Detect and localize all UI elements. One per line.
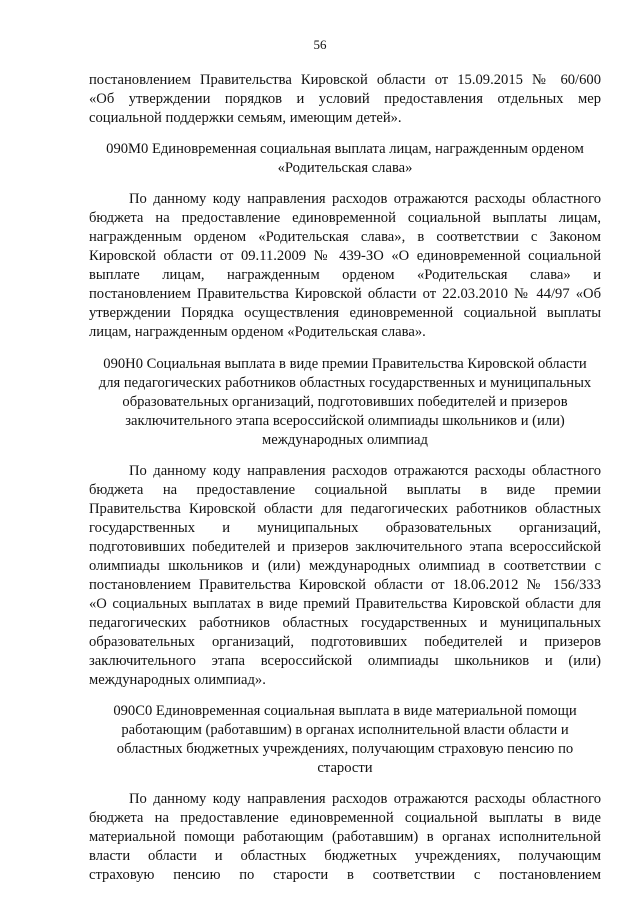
text-line: По данному коду направления расходов отражаются расходы областного <box>129 191 601 207</box>
text-line: выплате лицам, награжденным орденом «Родительская слава» и <box>89 267 601 283</box>
text-line: бюджета на предоставление единовременной социальной выплаты в виде <box>89 810 601 826</box>
text-line: постановлением Правительства Кировской области от 22.03.2010 № 44/97 «Об <box>89 286 601 302</box>
text-line: По данному коду направления расходов отражаются расходы областного <box>129 463 601 479</box>
text-line: утверждении Порядка осуществления единовременной социальной выплаты <box>89 305 601 321</box>
text-line: постановлением Правительства Кировской области от 18.06.2012 № 156/333 <box>89 577 601 593</box>
text-line: государственных и муниципальных образовательных организаций, <box>89 520 601 536</box>
text-line: международных олимпиад». <box>89 672 266 688</box>
section-heading-line: 090М0 Единовременная социальная выплата лицам, награжденным орденом <box>106 141 584 157</box>
text-line: Кировской области от 09.11.2009 № 439-ЗО «О единовременной социальной <box>89 248 601 264</box>
text-line: подготовивших победителей и призеров заключительного этапа всероссийской <box>89 539 601 555</box>
text-line: «Об утверждении порядков и условий предоставления отдельных мер <box>89 91 601 107</box>
text-line: бюджета на предоставление социальной выплаты в виде премии <box>89 482 601 498</box>
section-heading-line: международных олимпиад <box>262 432 428 448</box>
text-line: олимпиады школьников и (или) международных олимпиад в соответствии с <box>89 558 601 574</box>
section-heading-line: 090С0 Единовременная социальная выплата в виде материальной помощи <box>113 703 577 719</box>
text-line: образовательных организаций, подготовивших победителей и призеров <box>89 634 601 650</box>
section-heading-line: образовательных организаций, подготовивших победителей и призеров <box>122 394 568 410</box>
text-line: Правительства Кировской области для педагогических работников областных <box>89 501 601 517</box>
text-line: материальной помощи работающим (работавшим) в органах исполнительной <box>89 829 601 845</box>
text-line: страховую пенсию по старости в соответствии с постановлением <box>89 867 601 883</box>
section-heading-line: работающим (работавшим) в органах исполнительной власти области и <box>121 722 569 738</box>
text-line: постановлением Правительства Кировской области от 15.09.2015 № 60/600 <box>89 72 601 88</box>
text-line: социальной поддержки семьям, имеющим детей». <box>89 110 402 126</box>
text-line: «О социальных выплатах в виде премий Правительства Кировской области для <box>89 596 601 612</box>
text-line: По данному коду направления расходов отражаются расходы областного <box>129 791 601 807</box>
section-heading-line: областных бюджетных учреждениях, получающим страховую пенсию по <box>116 741 574 757</box>
page-number: 56 <box>313 37 327 52</box>
text-line: заключительного этапа всероссийской олимпиады школьников и (или) <box>89 653 601 669</box>
text-line: бюджета на предоставление единовременной социальной выплаты лицам, <box>89 210 601 226</box>
text-line: власти области и областных бюджетных учреждениях, получающим <box>89 848 601 864</box>
section-heading-line: 090Н0 Социальная выплата в виде премии Правительства Кировской области <box>103 356 587 372</box>
text-line: педагогических работников областных государственных и муниципальных <box>89 615 601 631</box>
section-heading-line: для педагогических работников областных государственных и муниципальных <box>98 375 592 391</box>
section-heading-line: «Родительская слава» <box>277 160 413 176</box>
section-heading-line: старости <box>317 760 373 776</box>
text-line: награжденным орденом «Родительская слава», в соответствии с Законом <box>89 229 601 245</box>
section-heading-line: заключительного этапа всероссийской олимпиады школьников и (или) <box>125 413 565 429</box>
text-line: лицам, награжденным орденом «Родительская слава». <box>89 324 426 340</box>
